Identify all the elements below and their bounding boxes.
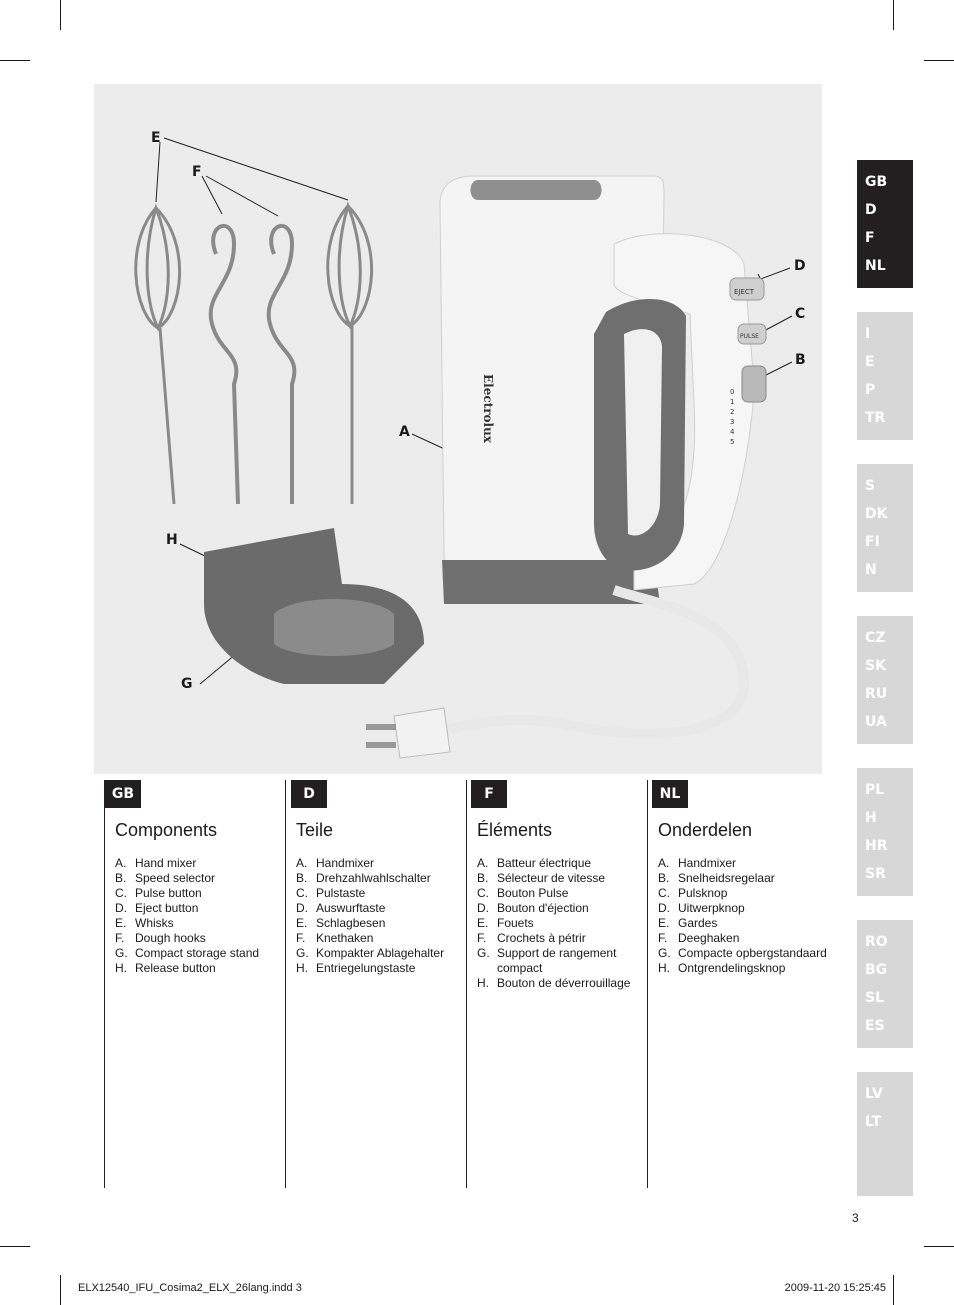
item-letter: H. [296, 961, 308, 975]
item-text: Dough hooks [135, 931, 206, 945]
tab-code: DK [865, 506, 888, 522]
item-letter: H. [477, 976, 489, 990]
item-text: Snelheidsregelaar [678, 871, 775, 885]
page-number: 3 [852, 1211, 859, 1225]
item-letter: F. [658, 931, 668, 945]
item-text: Pulse button [135, 886, 202, 900]
item-letter: F. [477, 931, 487, 945]
item-text: Bouton Pulse [497, 886, 569, 900]
item-letter: G. [658, 946, 671, 960]
item-text: Entriegelungstaste [316, 961, 416, 975]
tab-code: NL [865, 258, 886, 274]
tab-code: TR [865, 410, 886, 426]
item-text: Batteur électrique [497, 856, 592, 870]
tab-code: RU [865, 686, 888, 702]
tab-code: N [865, 562, 877, 578]
item-letter: B. [477, 871, 489, 885]
speed-scale-label: 4 [730, 428, 735, 436]
item-letter: A. [477, 856, 489, 870]
item-text: Drehzahlwahlschalter [316, 871, 431, 885]
crop-mark [924, 1246, 954, 1247]
tab-code: PL [865, 782, 885, 798]
column-title: Teile [296, 820, 334, 840]
item-letter: G. [296, 946, 309, 960]
list-item [115, 856, 285, 871]
item-text: Compact storage stand [135, 946, 260, 960]
list-item [658, 856, 828, 871]
callout-label-c: C [795, 306, 806, 322]
tab-group-gb-d-f-nl[interactable] [857, 160, 913, 288]
crop-mark [0, 60, 30, 61]
list-item [658, 901, 828, 916]
tab-group-s-dk-fi-n[interactable] [857, 464, 913, 592]
column-d [285, 780, 466, 1188]
callout-label-e: E [151, 130, 161, 146]
item-letter: A. [296, 856, 308, 870]
component-list [658, 856, 828, 976]
item-text: Knethaken [316, 931, 374, 945]
callout-label-f: F [192, 164, 202, 180]
item-text: Bouton de déverrouillage [497, 976, 631, 990]
item-text: Eject button [135, 901, 199, 915]
list-item [658, 931, 828, 946]
item-letter: C. [115, 886, 127, 900]
speed-scale-label: 2 [730, 408, 735, 416]
item-text: Pulstaste [316, 886, 366, 900]
item-letter: F. [296, 931, 306, 945]
column-title: Onderdelen [658, 820, 753, 840]
pulse-button-text: PULSE [740, 333, 759, 340]
list-item [115, 886, 285, 901]
tab-code: S [865, 478, 876, 494]
tab-code: I [865, 326, 871, 342]
crop-mark [0, 1246, 30, 1247]
component-list [296, 856, 466, 976]
item-text: Auswurftaste [316, 901, 386, 915]
list-item [115, 946, 285, 961]
tab-code: H [865, 810, 877, 826]
tab-code: HR [865, 838, 888, 854]
item-text: Pulsknop [678, 886, 728, 900]
item-letter: C. [296, 886, 308, 900]
item-letter: B. [115, 871, 127, 885]
item-text: Deeghaken [678, 931, 740, 945]
list-item [477, 976, 647, 991]
column-nl [647, 780, 828, 1188]
list-item [296, 856, 466, 871]
item-letter: G. [477, 946, 490, 960]
list-item [296, 901, 466, 916]
speed-scale-label: 3 [730, 418, 735, 426]
item-letter: H. [115, 961, 127, 975]
item-letter: B. [296, 871, 308, 885]
item-letter: E. [477, 916, 489, 930]
list-item [477, 901, 647, 916]
item-text: Gardes [678, 916, 718, 930]
tab-code: LV [865, 1086, 883, 1102]
item-letter: G. [115, 946, 128, 960]
tab-code: D [865, 202, 877, 218]
item-letter: C. [658, 886, 670, 900]
item-text: Ontgrendelingsknop [678, 961, 786, 975]
callout-label-b: B [795, 352, 806, 368]
lang-badge: NL [652, 780, 688, 808]
callout-label-g: G [181, 676, 193, 692]
tab-code: SL [865, 990, 885, 1006]
list-item [296, 886, 466, 901]
footer-file-name: ELX12540_IFU_Cosima2_ELX_26lang.indd 3 [78, 1282, 302, 1294]
lang-badge: D [291, 780, 327, 808]
tab-code: BG [865, 962, 888, 978]
components-columns [0, 780, 954, 1190]
item-text: Support de rangement compact [497, 946, 617, 975]
column-gb [104, 780, 285, 1188]
speed-scale-label: 1 [730, 398, 735, 406]
item-letter: D. [658, 901, 670, 915]
item-letter: D. [115, 901, 127, 915]
tab-code: E [865, 354, 875, 370]
tab-group-cz-sk-ru-ua[interactable] [857, 616, 913, 744]
column-f [466, 780, 647, 1188]
list-item [296, 961, 466, 976]
hand-mixer-drawing [94, 84, 822, 774]
item-letter: D. [296, 901, 308, 915]
brand-text: Electrolux [481, 374, 495, 443]
crop-mark [893, 0, 894, 30]
item-letter: E. [296, 916, 308, 930]
eject-button-text: EJECT [734, 288, 755, 296]
list-item [115, 901, 285, 916]
item-text: Schlagbesen [316, 916, 386, 930]
list-item [477, 871, 647, 886]
list-item [477, 856, 647, 871]
list-item [115, 961, 285, 976]
list-item [658, 871, 828, 886]
item-text: Crochets à pétrir [497, 931, 586, 945]
list-item [477, 946, 647, 976]
list-item [658, 946, 828, 961]
item-text: Hand mixer [135, 856, 197, 870]
item-letter: E. [658, 916, 670, 930]
item-text: Handmixer [316, 856, 375, 870]
callout-label-a: A [399, 424, 410, 440]
tab-code: P [865, 382, 876, 398]
item-text: Kompakter Ablagehalter [316, 946, 445, 960]
list-item [296, 946, 466, 961]
tab-code: RO [865, 934, 888, 950]
tab-code: SK [865, 658, 886, 674]
tab-code: LT [865, 1114, 882, 1130]
callout-label-h: H [166, 532, 178, 548]
item-letter: E. [115, 916, 127, 930]
component-list [477, 856, 647, 991]
list-item [115, 931, 285, 946]
item-letter: A. [658, 856, 670, 870]
item-text: Sélecteur de vitesse [497, 871, 606, 885]
item-text: Fouets [497, 916, 534, 930]
item-letter: C. [477, 886, 489, 900]
item-letter: A. [115, 856, 127, 870]
list-item [658, 886, 828, 901]
list-item [115, 871, 285, 886]
tab-code: ES [865, 1018, 885, 1034]
list-item [477, 931, 647, 946]
item-text: Release button [135, 961, 216, 975]
item-text: Whisks [135, 916, 174, 930]
list-item [296, 931, 466, 946]
product-illustration [94, 84, 822, 774]
tab-code: UA [865, 714, 887, 730]
tab-code: CZ [865, 630, 886, 646]
list-item [477, 886, 647, 901]
list-item [296, 871, 466, 886]
crop-mark [60, 1275, 61, 1305]
list-item [658, 916, 828, 931]
crop-mark [60, 0, 61, 30]
crop-mark [893, 1275, 894, 1305]
item-letter: B. [658, 871, 670, 885]
lang-badge: F [471, 780, 507, 808]
list-item [658, 961, 828, 976]
item-letter: D. [477, 901, 489, 915]
speed-scale-label: 5 [730, 438, 735, 446]
item-text: Handmixer [678, 856, 737, 870]
list-item [296, 916, 466, 931]
item-text: Uitwerpknop [678, 901, 745, 915]
column-title: Components [115, 820, 218, 840]
tab-code: F [865, 230, 875, 246]
tab-code: FI [865, 534, 880, 550]
crop-mark [924, 60, 954, 61]
callout-label-d: D [794, 258, 806, 274]
component-list [115, 856, 285, 976]
column-title: Éléments [477, 820, 553, 840]
footer-timestamp: 2009-11-20 15:25:45 [784, 1282, 886, 1294]
lang-badge: GB [105, 780, 141, 808]
item-text: Compacte opbergstandaard [678, 946, 827, 960]
item-letter: F. [115, 931, 125, 945]
speed-scale-label: 0 [730, 388, 735, 396]
tab-code: SR [865, 866, 886, 882]
list-item [477, 916, 647, 931]
item-text: Speed selector [135, 871, 216, 885]
item-text: Bouton d'éjection [497, 901, 589, 915]
tab-code: GB [865, 174, 888, 190]
list-item [115, 916, 285, 931]
item-letter: H. [658, 961, 670, 975]
tab-group-i-e-p-tr[interactable] [857, 312, 913, 440]
